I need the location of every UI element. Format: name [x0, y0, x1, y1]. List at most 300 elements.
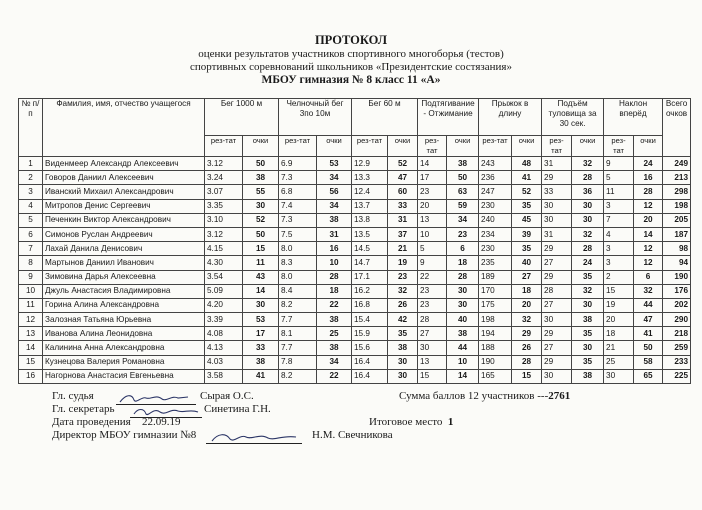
shuttle-points: 34 [317, 171, 352, 185]
pullup-result: 23 [418, 298, 447, 312]
jump-result: 230 [479, 199, 512, 213]
protocol-subtitle-line1: оценки результатов участников спортивного многоборья (тестов) [198, 48, 504, 60]
pullup-points: 18 [447, 256, 479, 270]
final-place [369, 416, 453, 428]
run60-result: 12.4 [352, 185, 388, 199]
run1000-points: 30 [243, 298, 279, 312]
run60-points: 32 [388, 284, 418, 298]
run1000-result: 3.12 [205, 227, 243, 241]
shuttle-result: 8.2 [279, 298, 317, 312]
bend-points: 14 [634, 227, 663, 241]
run60-points: 33 [388, 199, 418, 213]
sub-header-result: рез-тат [279, 136, 317, 157]
bend-result: 3 [604, 242, 634, 256]
row-number: 3 [19, 185, 43, 199]
pullup-points: 23 [447, 227, 479, 241]
col-header-bend: Наклон вперёд [604, 99, 663, 136]
protocol-subtitle-line2: спортивных соревнований школьников «Президентские состязания» [190, 61, 512, 73]
results-table [18, 98, 691, 384]
pullup-points: 50 [447, 171, 479, 185]
run1000-result: 3.12 [205, 157, 243, 171]
total-points: 202 [663, 298, 691, 312]
sub-header-points: очки [317, 136, 352, 157]
bend-result: 4 [604, 227, 634, 241]
sub-header-points: очки [512, 136, 542, 157]
pullup-result: 17 [418, 171, 447, 185]
table-row [19, 185, 691, 199]
pullup-points: 30 [447, 284, 479, 298]
table-row [19, 256, 691, 270]
run60-points: 30 [388, 355, 418, 369]
shuttle-points: 22 [317, 298, 352, 312]
jump-points: 18 [512, 284, 542, 298]
school-class-heading: МБОУ гимназия № 8 класс 11 «А» [261, 74, 441, 86]
pullup-points: 30 [447, 298, 479, 312]
participant-name: Кузнецова Валерия Романовна [43, 355, 205, 369]
total-points: 198 [663, 199, 691, 213]
shuttle-points: 10 [317, 256, 352, 270]
row-number: 2 [19, 171, 43, 185]
bend-result: 18 [604, 327, 634, 341]
run60-points: 42 [388, 313, 418, 327]
run1000-points: 14 [243, 284, 279, 298]
row-number: 12 [19, 313, 43, 327]
row-number: 16 [19, 369, 43, 383]
shuttle-result: 6.9 [279, 157, 317, 171]
pullup-points: 38 [447, 327, 479, 341]
shuttle-result: 8.2 [279, 369, 317, 383]
run60-result: 14.5 [352, 242, 388, 256]
situp-result: 29 [542, 171, 572, 185]
total-points: 233 [663, 355, 691, 369]
run1000-result: 3.24 [205, 171, 243, 185]
pullup-result: 27 [418, 327, 447, 341]
pullup-points: 6 [447, 242, 479, 256]
total-points: 259 [663, 341, 691, 355]
row-number: 15 [19, 355, 43, 369]
pullup-points: 59 [447, 199, 479, 213]
bend-result: 19 [604, 298, 634, 312]
shuttle-result: 7.8 [279, 355, 317, 369]
run1000-result: 3.58 [205, 369, 243, 383]
run60-result: 15.9 [352, 327, 388, 341]
jump-points: 29 [512, 327, 542, 341]
total-points: 249 [663, 157, 691, 171]
pullup-points: 34 [447, 213, 479, 227]
shuttle-result: 7.3 [279, 213, 317, 227]
situp-points: 30 [572, 213, 604, 227]
situp-points: 32 [572, 284, 604, 298]
jump-points: 35 [512, 242, 542, 256]
shuttle-points: 18 [317, 284, 352, 298]
table-row [19, 213, 691, 227]
jump-points: 40 [512, 256, 542, 270]
table-row [19, 157, 691, 171]
pullup-result: 13 [418, 213, 447, 227]
participant-name: Нагорнова Анастасия Евгеньевна [43, 369, 205, 383]
bend-points: 44 [634, 298, 663, 312]
jump-result: 194 [479, 327, 512, 341]
jump-result: 198 [479, 313, 512, 327]
situp-result: 31 [542, 227, 572, 241]
bend-points: 41 [634, 327, 663, 341]
run1000-points: 17 [243, 327, 279, 341]
bend-result: 7 [604, 213, 634, 227]
sub-header-result: рез-тат [479, 136, 512, 157]
table-row [19, 270, 691, 284]
situp-points: 28 [572, 171, 604, 185]
col-header-total: Всего очков [663, 99, 691, 157]
run60-points: 52 [388, 157, 418, 171]
jump-result: 243 [479, 157, 512, 171]
situp-points: 30 [572, 341, 604, 355]
run60-result: 13.7 [352, 199, 388, 213]
shuttle-points: 16 [317, 242, 352, 256]
director-label: Директор МБОУ гимназии №8 [52, 429, 197, 441]
situp-points: 38 [572, 369, 604, 383]
total-points: 205 [663, 213, 691, 227]
judge-signature-scribble [116, 392, 196, 406]
jump-points: 35 [512, 199, 542, 213]
final-place-label: Итоговое место [369, 416, 443, 428]
jump-points: 28 [512, 355, 542, 369]
run60-points: 38 [388, 341, 418, 355]
bend-points: 12 [634, 199, 663, 213]
jump-points: 32 [512, 313, 542, 327]
run1000-points: 33 [243, 341, 279, 355]
total-points: 218 [663, 327, 691, 341]
shuttle-result: 8.0 [279, 270, 317, 284]
shuttle-result: 7.5 [279, 227, 317, 241]
shuttle-result: 8.1 [279, 327, 317, 341]
run60-points: 19 [388, 256, 418, 270]
bend-points: 24 [634, 157, 663, 171]
bend-points: 32 [634, 284, 663, 298]
situp-result: 27 [542, 256, 572, 270]
table-row [19, 171, 691, 185]
jump-points: 41 [512, 171, 542, 185]
shuttle-points: 34 [317, 199, 352, 213]
participant-name: Джуль Анастасия Владимировна [43, 284, 205, 298]
jump-result: 190 [479, 355, 512, 369]
run1000-result: 4.15 [205, 242, 243, 256]
col-header-situp: Подъём туловища за 30 сек. [542, 99, 604, 136]
run60-points: 47 [388, 171, 418, 185]
jump-result: 234 [479, 227, 512, 241]
shuttle-points: 28 [317, 270, 352, 284]
pullup-result: 28 [418, 313, 447, 327]
jump-points: 39 [512, 227, 542, 241]
situp-result: 33 [542, 185, 572, 199]
jump-result: 240 [479, 213, 512, 227]
pullup-result: 14 [418, 157, 447, 171]
points-sum-value: 2761 [548, 390, 571, 402]
shuttle-points: 38 [317, 213, 352, 227]
run1000-result: 4.30 [205, 256, 243, 270]
jump-result: 175 [479, 298, 512, 312]
row-number: 11 [19, 298, 43, 312]
sub-header-points: очки [388, 136, 418, 157]
sub-header-points: очки [243, 136, 279, 157]
jump-points: 27 [512, 270, 542, 284]
situp-points: 35 [572, 327, 604, 341]
pullup-result: 5 [418, 242, 447, 256]
jump-result: 247 [479, 185, 512, 199]
shuttle-points: 22 [317, 369, 352, 383]
run60-result: 16.4 [352, 355, 388, 369]
run1000-points: 11 [243, 256, 279, 270]
shuttle-result: 8.0 [279, 242, 317, 256]
situp-result: 27 [542, 298, 572, 312]
bend-points: 50 [634, 341, 663, 355]
bend-points: 12 [634, 256, 663, 270]
run60-points: 35 [388, 327, 418, 341]
run60-result: 16.4 [352, 369, 388, 383]
protocol-title: ПРОТОКОЛ [314, 33, 388, 47]
bend-points: 47 [634, 313, 663, 327]
run60-result: 15.4 [352, 313, 388, 327]
run1000-points: 43 [243, 270, 279, 284]
points-sum [399, 390, 570, 402]
total-points: 213 [663, 171, 691, 185]
participant-name: Виденмеер Александр Алексеевич [43, 157, 205, 171]
run60-result: 16.2 [352, 284, 388, 298]
run60-result: 14.7 [352, 256, 388, 270]
bend-result: 3 [604, 199, 634, 213]
bend-result: 30 [604, 369, 634, 383]
sub-header-result: рез-тат [418, 136, 447, 157]
situp-points: 32 [572, 227, 604, 241]
pullup-points: 38 [447, 157, 479, 171]
pullup-points: 63 [447, 185, 479, 199]
run60-points: 37 [388, 227, 418, 241]
jump-result: 236 [479, 171, 512, 185]
jump-points: 48 [512, 157, 542, 171]
col-header-pullup: Подтягивание - Отжимание [418, 99, 479, 136]
pullup-result: 9 [418, 256, 447, 270]
shuttle-points: 31 [317, 227, 352, 241]
sub-header-result: рез-тат [205, 136, 243, 157]
situp-result: 27 [542, 341, 572, 355]
table-row [19, 284, 691, 298]
participant-name: Иванова Алина Леонидовна [43, 327, 205, 341]
points-sum-label: Сумма баллов 12 участников --- [399, 390, 549, 402]
row-number: 4 [19, 199, 43, 213]
situp-points: 35 [572, 270, 604, 284]
participant-name: Лахай Данила Денисович [43, 242, 205, 256]
pullup-result: 20 [418, 199, 447, 213]
secretary-name: Синетина Г.Н. [204, 403, 271, 415]
pullup-result: 10 [418, 227, 447, 241]
situp-result: 29 [542, 327, 572, 341]
run1000-result: 3.35 [205, 199, 243, 213]
shuttle-points: 25 [317, 327, 352, 341]
jump-points: 15 [512, 369, 542, 383]
run1000-result: 4.13 [205, 341, 243, 355]
row-number: 8 [19, 256, 43, 270]
situp-points: 30 [572, 298, 604, 312]
jump-points: 52 [512, 185, 542, 199]
bend-result: 11 [604, 185, 634, 199]
run1000-result: 3.39 [205, 313, 243, 327]
final-place-value: 1 [447, 416, 454, 428]
director-signature [206, 431, 302, 444]
participant-name: Говоров Даниил Алексеевич [43, 171, 205, 185]
shuttle-result: 8.3 [279, 256, 317, 270]
run1000-points: 15 [243, 242, 279, 256]
run1000-result: 4.08 [205, 327, 243, 341]
run1000-points: 41 [243, 369, 279, 383]
shuttle-points: 34 [317, 355, 352, 369]
shuttle-result: 7.7 [279, 313, 317, 327]
run60-result: 16.8 [352, 298, 388, 312]
shuttle-result: 7.3 [279, 171, 317, 185]
situp-result: 29 [542, 270, 572, 284]
run1000-result: 5.09 [205, 284, 243, 298]
sub-header-points: очки [447, 136, 479, 157]
run60-points: 23 [388, 270, 418, 284]
run60-result: 13.3 [352, 171, 388, 185]
situp-result: 28 [542, 284, 572, 298]
table-row [19, 298, 691, 312]
total-points: 187 [663, 227, 691, 241]
shuttle-result: 7.7 [279, 341, 317, 355]
pullup-points: 14 [447, 369, 479, 383]
jump-result: 188 [479, 341, 512, 355]
director-signature-scribble [206, 431, 302, 445]
pullup-points: 40 [447, 313, 479, 327]
col-header-jump: Прыжок в длину [479, 99, 542, 136]
participant-name: Печенкин Виктор Александрович [43, 213, 205, 227]
bend-points: 65 [634, 369, 663, 383]
row-number: 7 [19, 242, 43, 256]
row-number: 13 [19, 327, 43, 341]
run60-result: 13.5 [352, 227, 388, 241]
run60-points: 26 [388, 298, 418, 312]
jump-points: 20 [512, 298, 542, 312]
shuttle-points: 53 [317, 157, 352, 171]
col-header-name: Фамилия, имя, отчество учащегося [43, 99, 205, 157]
run1000-result: 3.10 [205, 213, 243, 227]
situp-result: 31 [542, 157, 572, 171]
run60-points: 60 [388, 185, 418, 199]
situp-points: 24 [572, 256, 604, 270]
jump-result: 170 [479, 284, 512, 298]
run60-points: 31 [388, 213, 418, 227]
run60-points: 30 [388, 369, 418, 383]
situp-points: 35 [572, 355, 604, 369]
row-number: 6 [19, 227, 43, 241]
table-row [19, 369, 691, 383]
bend-result: 9 [604, 157, 634, 171]
jump-points: 26 [512, 341, 542, 355]
run1000-points: 30 [243, 199, 279, 213]
shuttle-result: 6.8 [279, 185, 317, 199]
run1000-points: 38 [243, 355, 279, 369]
judge-signature [116, 392, 196, 405]
results-table-body [19, 157, 691, 384]
total-points: 298 [663, 185, 691, 199]
pullup-result: 23 [418, 185, 447, 199]
row-number: 1 [19, 157, 43, 171]
situp-points: 32 [572, 157, 604, 171]
jump-result: 189 [479, 270, 512, 284]
pullup-result: 22 [418, 270, 447, 284]
situp-result: 30 [542, 313, 572, 327]
table-row [19, 341, 691, 355]
secretary-label: Гл. секретарь [52, 403, 115, 415]
row-number: 14 [19, 341, 43, 355]
total-points: 190 [663, 270, 691, 284]
participant-name: Симонов Руслан Андреевич [43, 227, 205, 241]
run1000-result: 4.03 [205, 355, 243, 369]
situp-result: 30 [542, 199, 572, 213]
bend-result: 5 [604, 171, 634, 185]
shuttle-result: 8.4 [279, 284, 317, 298]
bend-points: 28 [634, 185, 663, 199]
participant-name: Залозная Татьяна Юрьевна [43, 313, 205, 327]
col-header-shuttle: Челночный бег 3по 10м [279, 99, 352, 136]
situp-points: 30 [572, 199, 604, 213]
row-number: 10 [19, 284, 43, 298]
run1000-points: 55 [243, 185, 279, 199]
participant-name: Мартынов Даниил Иванович [43, 256, 205, 270]
run1000-points: 52 [243, 213, 279, 227]
jump-result: 230 [479, 242, 512, 256]
sub-header-points: очки [572, 136, 604, 157]
table-row [19, 327, 691, 341]
situp-result: 29 [542, 242, 572, 256]
shuttle-result: 7.4 [279, 199, 317, 213]
run60-result: 15.6 [352, 341, 388, 355]
date-label: Дата проведения [52, 416, 131, 428]
jump-result: 165 [479, 369, 512, 383]
pullup-result: 15 [418, 369, 447, 383]
table-row [19, 355, 691, 369]
bend-points: 12 [634, 242, 663, 256]
run1000-points: 38 [243, 171, 279, 185]
judge-name: Сырая О.С. [200, 390, 254, 402]
jump-result: 235 [479, 256, 512, 270]
run60-result: 12.9 [352, 157, 388, 171]
total-points: 94 [663, 256, 691, 270]
situp-points: 36 [572, 185, 604, 199]
table-row [19, 227, 691, 241]
pullup-points: 10 [447, 355, 479, 369]
run60-result: 17.1 [352, 270, 388, 284]
bend-points: 58 [634, 355, 663, 369]
col-header-run1000: Бег 1000 м [205, 99, 279, 136]
row-number: 5 [19, 213, 43, 227]
pullup-result: 30 [418, 341, 447, 355]
pullup-points: 44 [447, 341, 479, 355]
director-name: Н.М. Свечникова [312, 429, 393, 441]
sub-header-result: рез-тат [352, 136, 388, 157]
situp-points: 38 [572, 313, 604, 327]
total-points: 225 [663, 369, 691, 383]
run60-result: 13.8 [352, 213, 388, 227]
row-number: 9 [19, 270, 43, 284]
pullup-result: 13 [418, 355, 447, 369]
table-row [19, 242, 691, 256]
pullup-points: 28 [447, 270, 479, 284]
shuttle-points: 38 [317, 313, 352, 327]
participant-name: Горина Алина Александровна [43, 298, 205, 312]
jump-points: 45 [512, 213, 542, 227]
bend-result: 25 [604, 355, 634, 369]
bend-result: 3 [604, 256, 634, 270]
table-row [19, 313, 691, 327]
